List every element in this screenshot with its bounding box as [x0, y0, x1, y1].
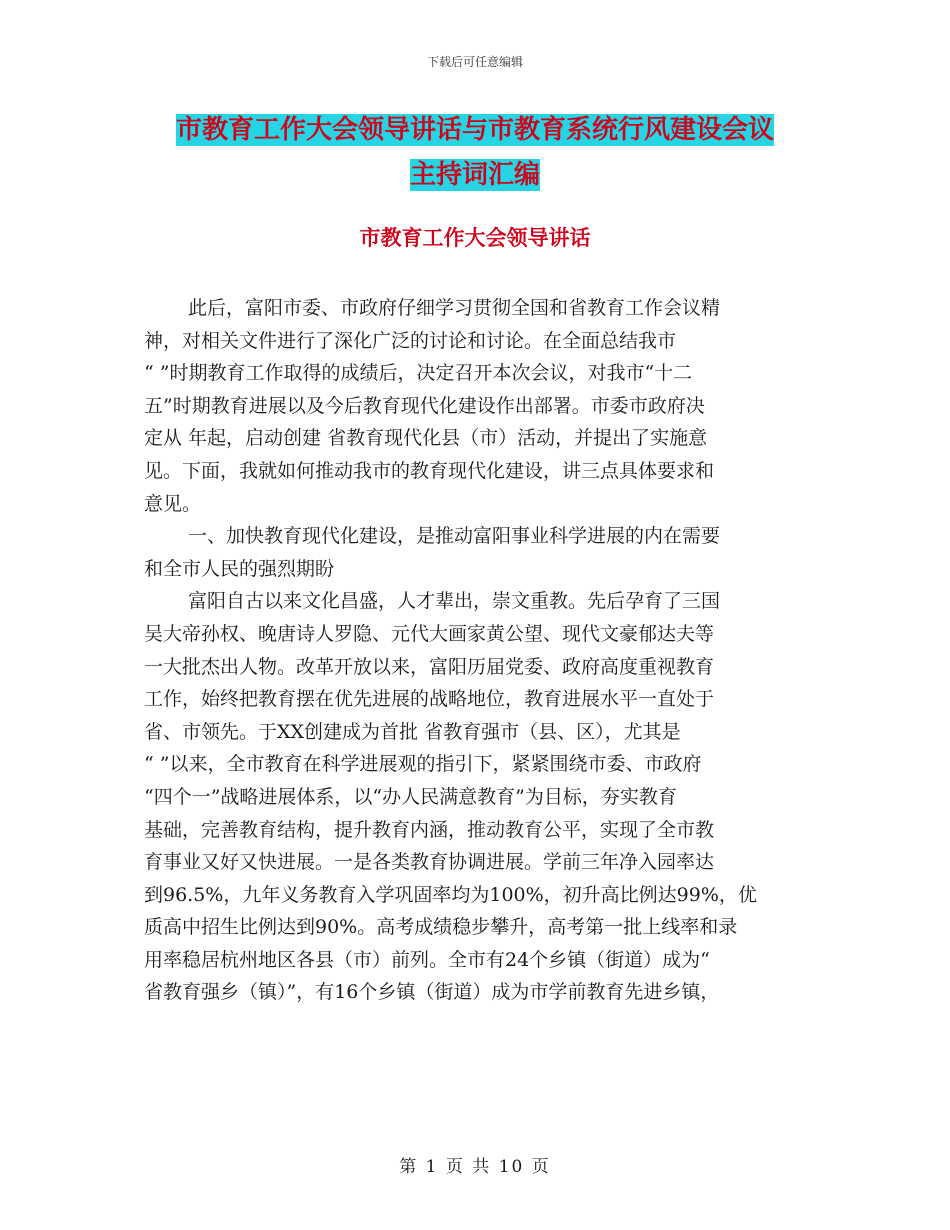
text-line: 到96.5%，九年义务教育入学巩固率均为100%，初升高比例达99%，优 [144, 883, 757, 906]
text-line: 此后，富阳市委、市政府仔细学习贯彻全国和省教育工作会议精 [188, 297, 721, 319]
text-line: 富阳自古以来文化昌盛，人才辈出，崇文重教。先后孕育了三国 [188, 590, 721, 613]
text-line: 意见。 [144, 492, 202, 515]
text-line: “四个一”战略进展体系，以“办人民满意教育”为目标，夯实教育 [144, 785, 677, 808]
text-line: 一、加快教育现代化建设，是推动富阳事业科学进展的内在需要 [188, 525, 721, 548]
text-line: 省、市领先。于XX创建成为首批 省教育强市（县、区），尤其是 [144, 720, 681, 743]
text-line: 神，对相关文件进行了深化广泛的讨论和讨论。在全面总结我市 [144, 329, 677, 352]
text-line: 吴大帝孙权、晚唐诗人罗隐、元代大画家黄公望、现代文豪郁达夫等 [144, 622, 715, 645]
text-line: 用率稳居杭州地区各县（市）前列。全市有24个乡镇（街道）成为“ [144, 948, 710, 971]
text-line: 定从 年起，启动创建 省教育现代化县（市）活动，并提出了实施意 [144, 427, 708, 450]
text-line: 五”时期教育进展以及今后教育现代化建设作出部署。市委市政府决 [144, 394, 705, 417]
text-line: “ ”时期教育工作取得的成绩后，决定召开本次会议，对我市“十二 [144, 362, 693, 385]
text-line: 省教育强乡（镇）”，有16个乡镇（街道）成为市学前教育先进乡镇， [144, 981, 720, 1004]
text-line: 和全市人民的强烈期盼 [144, 557, 335, 580]
text-line: 一大批杰出人物。改革开放以来，富阳历届党委、政府高度重视教育 [144, 655, 715, 678]
text-line: “ ”以来，全市教育在科学进展观的指引下，紧紧围绕市委、市政府 [144, 753, 702, 776]
page-header-note: 下载后可任意编辑 [426, 55, 523, 69]
text-line: 见。下面，我就如何推动我市的教育现代化建设，讲三点具体要求和 [144, 459, 715, 482]
document-title [0, 108, 950, 198]
document-title-line-1: 市教育工作大会领导讲话与市教育系统行风建设会议 [175, 115, 774, 145]
section-title: 市教育工作大会领导讲话 [359, 226, 591, 250]
body-text [144, 292, 808, 1009]
page-footer: 第 1 页 共 10 页 [399, 1157, 551, 1177]
text-line: 质高中招生比例达到90%。高考成绩稳步攀升，高考第一批上线率和录 [144, 916, 738, 939]
document-title-line-2: 主持词汇编 [409, 160, 540, 190]
text-line: 工作，始终把教育摆在优先进展的战略地位，教育进展水平一直处于 [144, 688, 715, 711]
text-line: 育事业又好又快进展。一是各类教育协调进展。学前三年净入园率达 [144, 851, 715, 874]
text-line: 基础，完善教育结构，提升教育内涵，推动教育公平，实现了全市教 [144, 818, 715, 841]
